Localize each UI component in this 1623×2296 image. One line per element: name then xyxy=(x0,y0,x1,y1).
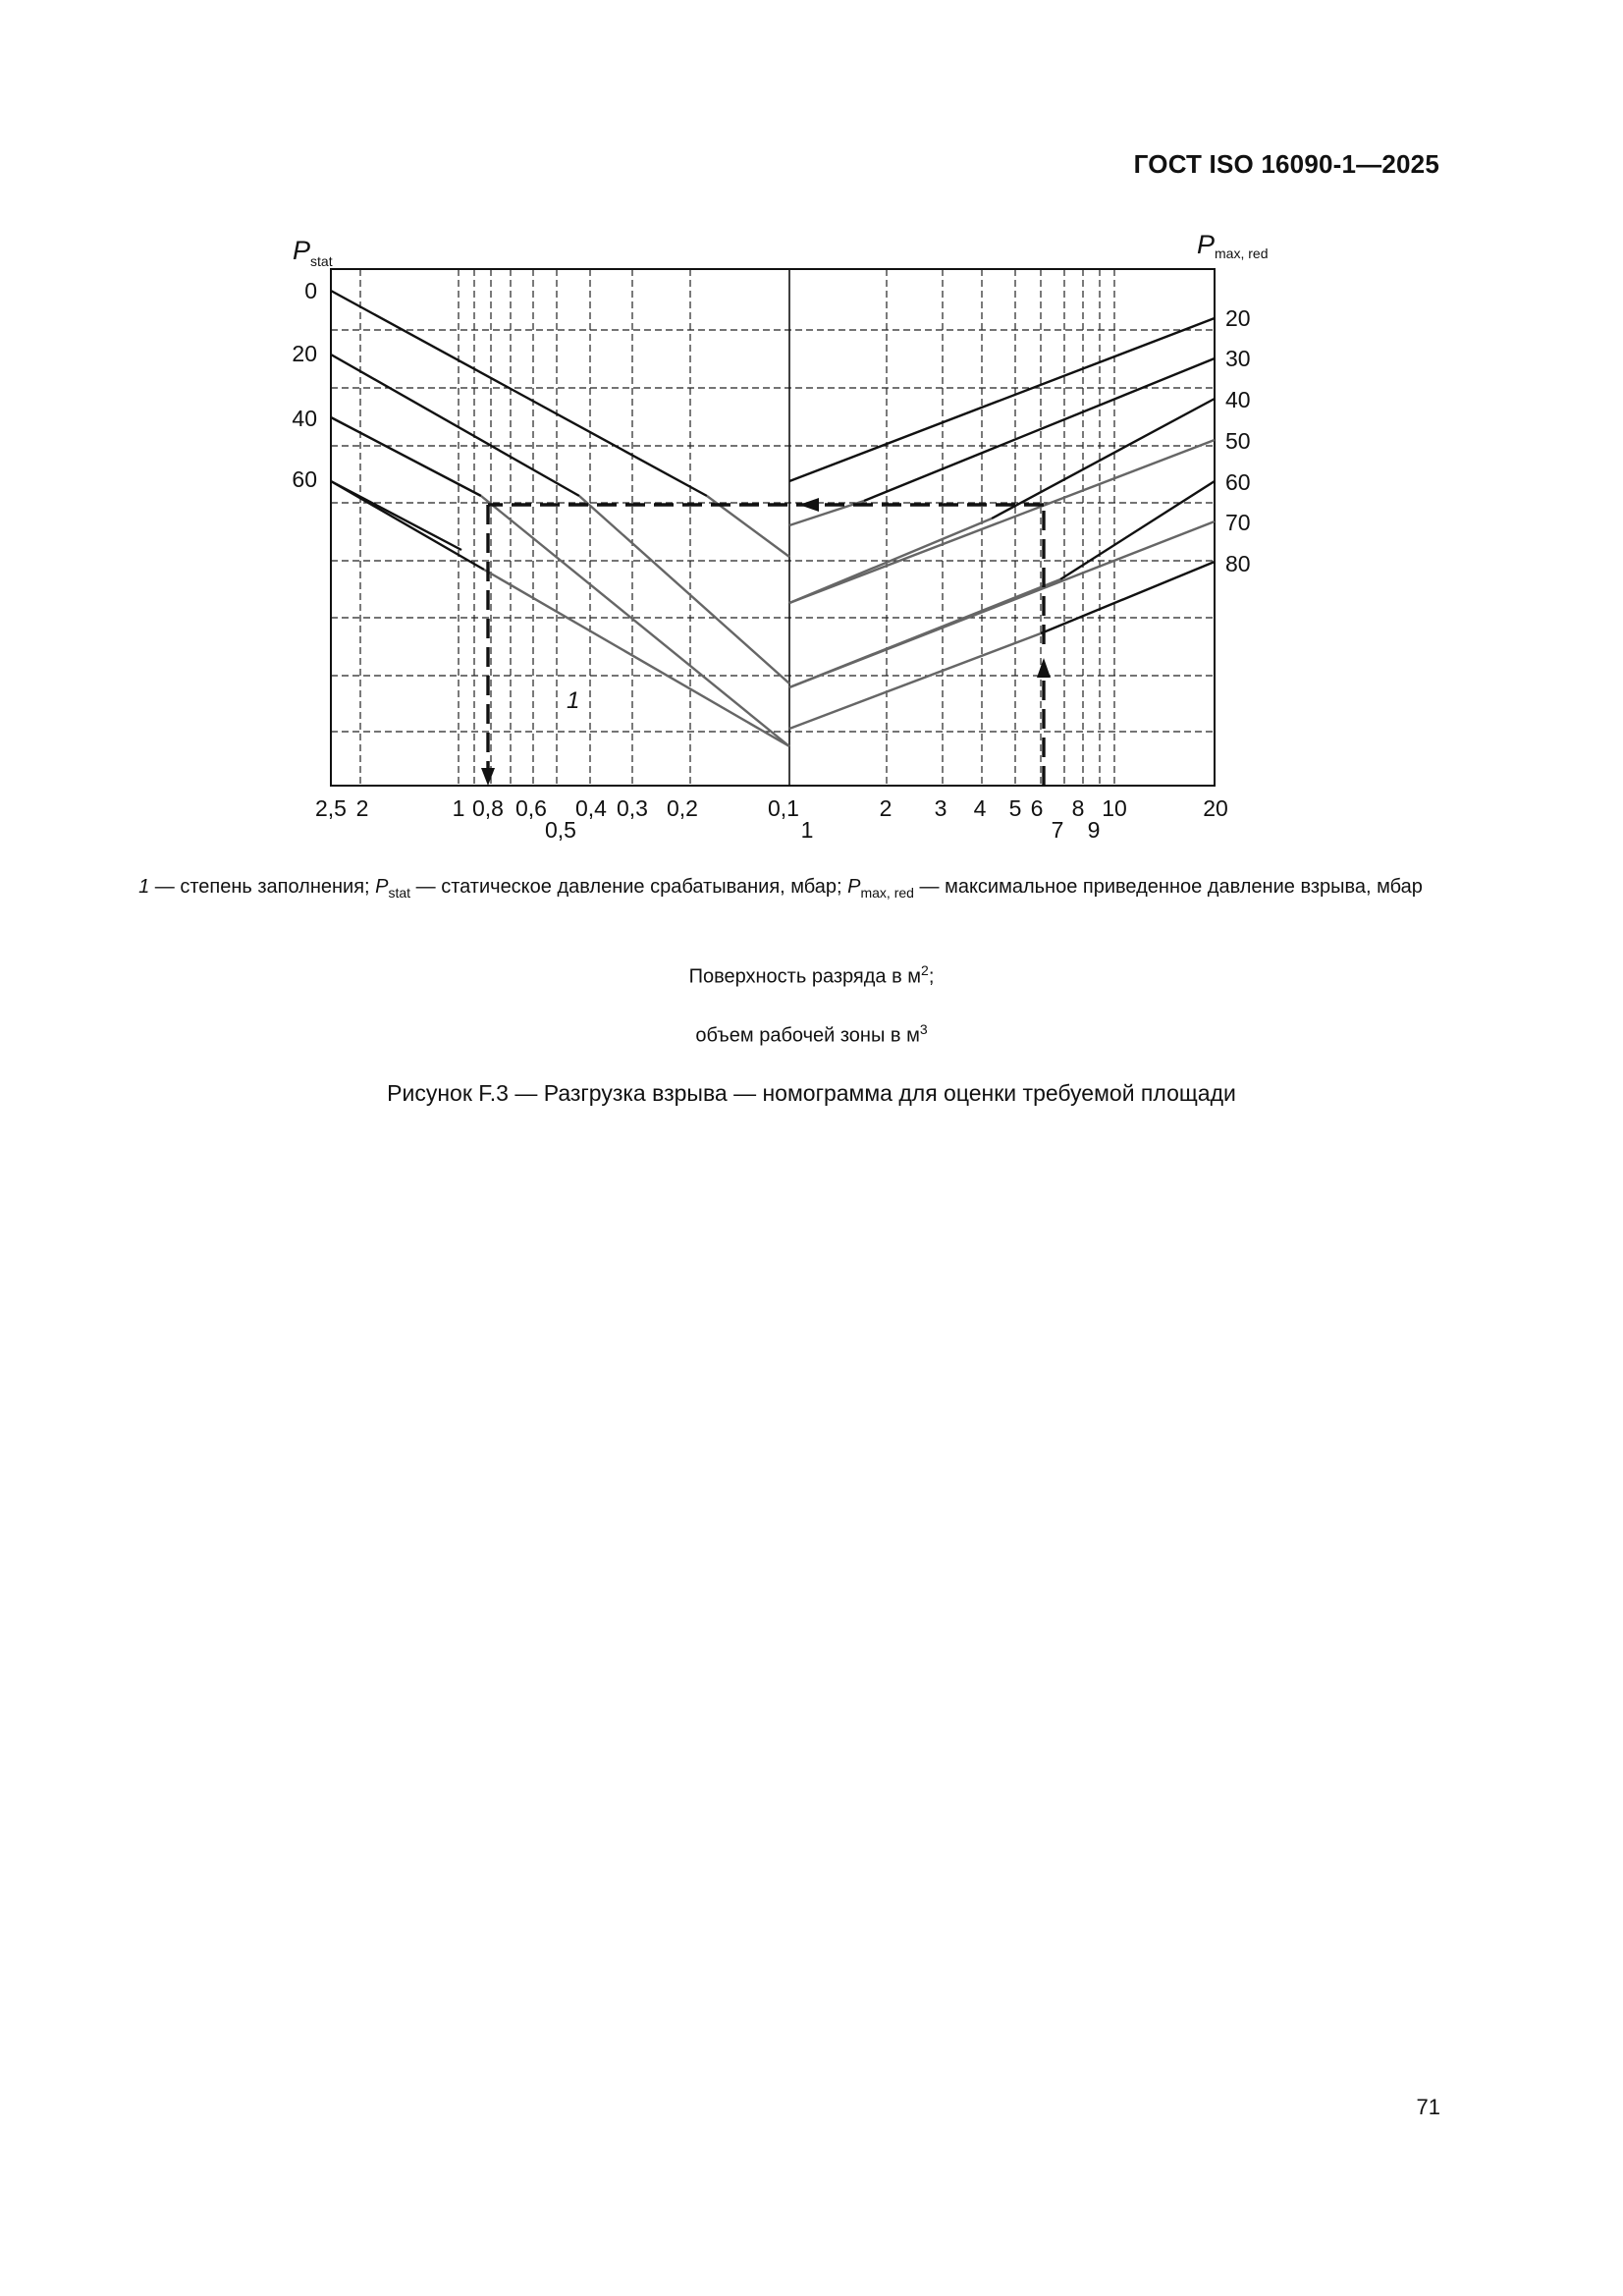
right-scale-labels xyxy=(1225,305,1251,576)
bottom-label: 2 xyxy=(355,795,369,821)
arrow-left-icon xyxy=(799,498,819,512)
left-scale-labels xyxy=(292,278,317,492)
bottom-label: 20 xyxy=(1203,795,1228,821)
left-scale-label: 20 xyxy=(292,341,317,366)
plot-frame xyxy=(331,269,1215,786)
bottom-label: 1 xyxy=(452,795,465,821)
pstat-line-60-upper xyxy=(331,481,484,570)
right-scale-label: 80 xyxy=(1225,551,1251,576)
pmax-line-70-c xyxy=(789,521,1215,687)
right-pmax-lines xyxy=(789,318,1215,729)
pstat-line-20 xyxy=(331,355,579,496)
bottom-label: 5 xyxy=(1008,795,1022,821)
pmax-line-80-a xyxy=(789,633,1041,729)
pstat-line-20-fill xyxy=(579,496,789,683)
bottom-label: 7 xyxy=(1051,817,1064,843)
bottom-label: 0,3 xyxy=(617,795,648,821)
pmax-line-30-b xyxy=(864,358,1215,501)
horizontal-grid-lines xyxy=(331,330,1215,732)
legend-item-text: — степень заполнения; xyxy=(149,876,376,898)
legend-pmax-text: — максимальное приведенное давление взрыва, мбар xyxy=(913,876,1423,898)
bottom-label: 4 xyxy=(973,795,987,821)
legend-pstat-subscript: stat xyxy=(388,885,411,901)
pstat-line-60-lower xyxy=(484,570,789,746)
bottom-label: 0,8 xyxy=(472,795,504,821)
pstat-line-40-fill xyxy=(481,496,789,746)
example-reading-path xyxy=(488,505,1044,786)
left-axis-label: $P_{stat}$ xyxy=(293,236,333,269)
pmax-line-40-b xyxy=(992,399,1215,519)
bottom-label: 0,1 xyxy=(768,795,799,821)
surface-caption-end: ; xyxy=(928,965,935,988)
bottom-right-labels xyxy=(801,795,1228,843)
arrow-up-icon xyxy=(1037,658,1051,678)
right-scale-label: 30 xyxy=(1225,346,1251,371)
surface-caption-text: Поверхность разряда в м xyxy=(688,965,922,988)
figure-caption: Рисунок F.3 — Разгрузка взрыва — номограмма для оценки требуемой площади xyxy=(387,1080,1236,1106)
vertical-grid-lines xyxy=(360,269,1114,786)
right-scale-label: 60 xyxy=(1225,469,1251,495)
surface-caption xyxy=(0,962,1623,989)
right-scale-label: 70 xyxy=(1225,510,1251,535)
bottom-label: 3 xyxy=(934,795,947,821)
bottom-label: 2 xyxy=(879,795,893,821)
legend-pstat-symbol: P xyxy=(375,876,389,898)
legend-pstat-text: — статическое давление срабатывания, мбар; xyxy=(410,876,848,898)
volume-caption xyxy=(0,1021,1623,1048)
figure-legend xyxy=(108,874,1453,905)
legend-pmax-symbol: P xyxy=(847,876,861,898)
bottom-label: 0,5 xyxy=(545,817,576,843)
bottom-left-labels xyxy=(315,795,799,843)
document-header-title: ГОСТ ISO 16090-1—2025 xyxy=(1133,149,1439,179)
bottom-label: 6 xyxy=(1030,795,1044,821)
legend-item-number: 1 xyxy=(138,876,150,898)
bottom-label: 0,4 xyxy=(575,795,607,821)
explosion-venting-nomogram xyxy=(0,0,1623,864)
pmax-line-80-b xyxy=(1041,562,1215,633)
bottom-label: 0,2 xyxy=(667,795,698,821)
right-axis-label: Pmax, red xyxy=(1197,230,1269,261)
bottom-label: 1 xyxy=(800,817,814,843)
pmax-line-20 xyxy=(789,318,1215,481)
left-pstat-lines xyxy=(331,291,789,746)
left-scale-label: 40 xyxy=(292,406,317,431)
bottom-label: 9 xyxy=(1087,817,1101,843)
legend-pmax-subscript: max, red xyxy=(860,885,914,901)
left-scale-label: 0 xyxy=(304,278,317,303)
right-scale-label: 20 xyxy=(1225,305,1251,331)
left-scale-label: 60 xyxy=(292,466,317,492)
page-number: 71 xyxy=(1416,2095,1440,2119)
right-scale-label: 50 xyxy=(1225,428,1251,454)
volume-caption-text: объем рабочей зоны в м xyxy=(695,1024,920,1047)
surface-caption-sup: 2 xyxy=(921,962,929,978)
bottom-label: 0,6 xyxy=(515,795,547,821)
pstat-line-0 xyxy=(331,291,707,496)
bottom-label: 8 xyxy=(1071,795,1085,821)
bottom-label: 10 xyxy=(1102,795,1127,821)
volume-caption-sup: 3 xyxy=(919,1021,928,1037)
right-scale-label: 40 xyxy=(1225,387,1251,412)
arrow-down-icon xyxy=(481,768,495,786)
bottom-label: 2,5 xyxy=(315,795,347,821)
curve-label-1: 1 xyxy=(567,687,580,714)
